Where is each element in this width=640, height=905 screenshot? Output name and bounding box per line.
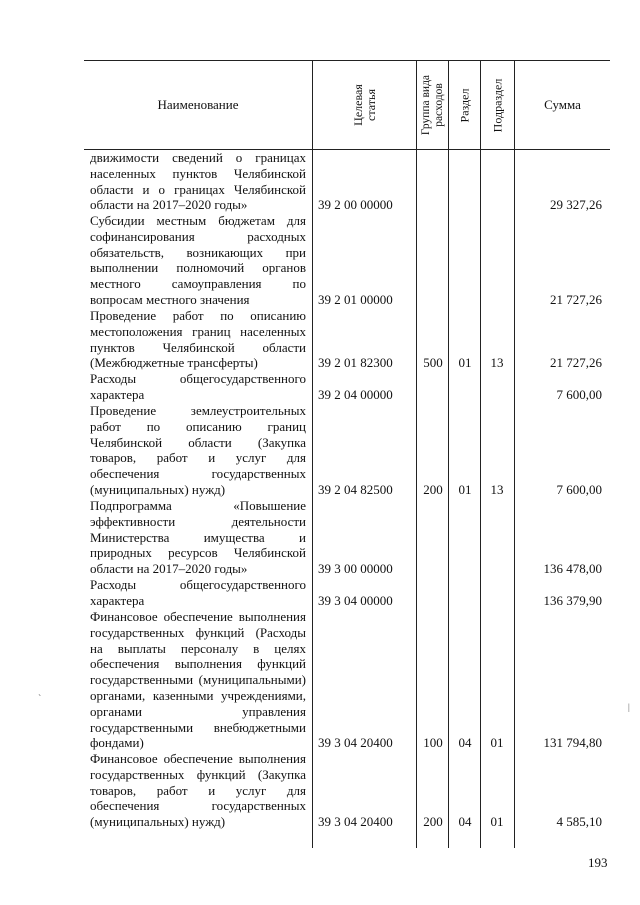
row-sum: 7 600,00 bbox=[556, 482, 602, 497]
row-subsection: 13 bbox=[490, 482, 504, 497]
row-name: Проведение работ по описанию местоположения границ населенных пунктов Челябинской области (Межбюджетные трансферты) bbox=[90, 308, 306, 371]
scan-edge-mark: | bbox=[628, 702, 629, 712]
row-target-code: 39 2 00 00000 bbox=[318, 197, 393, 212]
row-subsection: 01 bbox=[490, 814, 504, 829]
row-name: Финансовое обеспечение выполнения государственных функций (Расходы на выплаты персоналу в целях обеспечения выполнения функций государственными (муниципальными) органами, казенными учреждениями, органами управления государственными внебюджетными фондами) bbox=[90, 609, 306, 751]
row-section: 01 bbox=[458, 355, 472, 370]
row-sum: 7 600,00 bbox=[556, 387, 602, 402]
header-target bbox=[313, 61, 416, 149]
row-sum: 4 585,10 bbox=[556, 814, 602, 829]
table-header bbox=[84, 60, 610, 150]
row-sum: 21 727,26 bbox=[550, 355, 602, 370]
row-sum: 131 794,80 bbox=[543, 735, 602, 750]
row-section: 01 bbox=[458, 482, 472, 497]
row-sum: 21 727,26 bbox=[550, 292, 602, 307]
header-name-label: Наименование bbox=[157, 97, 239, 112]
header-target-label: Целевая статья bbox=[350, 84, 378, 126]
row-group: 200 bbox=[423, 482, 443, 497]
header-section bbox=[449, 61, 480, 149]
row-target-code: 39 2 04 00000 bbox=[318, 387, 393, 402]
header-sum-label: Сумма bbox=[544, 97, 581, 112]
row-section: 04 bbox=[458, 814, 472, 829]
header-subsection bbox=[481, 61, 514, 149]
header-name bbox=[84, 61, 312, 149]
header-sum bbox=[515, 61, 610, 149]
row-target-code: 39 3 04 00000 bbox=[318, 593, 393, 608]
header-subsection-label: Подраздел bbox=[490, 78, 505, 132]
row-target-code: 39 3 00 00000 bbox=[318, 561, 393, 576]
header-group-label: Группа вида расходов bbox=[419, 74, 445, 136]
row-name: Расходы общегосударственного характера bbox=[90, 371, 306, 402]
row-name: Подпрограмма «Повышение эффективности деятельности Министерства имущества и природных ресурсов Челябинской области на 2017–2020 годы» bbox=[90, 498, 306, 577]
row-sum: 136 478,00 bbox=[543, 561, 602, 576]
row-group: 200 bbox=[423, 814, 443, 829]
row-name: Субсидии местным бюджетам для софинансирования расходных обязательств, возникающих при выполнении полномочий органов местного самоуправления по вопросам местного значения bbox=[90, 213, 306, 307]
row-target-code: 39 3 04 20400 bbox=[318, 814, 393, 829]
row-target-code: 39 2 01 82300 bbox=[318, 355, 393, 370]
row-name: Расходы общегосударственного характера bbox=[90, 577, 306, 608]
scan-speck: ` bbox=[38, 694, 42, 705]
row-name: Финансовое обеспечение выполнения государственных функций (Закупка товаров, работ и услуг для обеспечения государственных (муниципальных) нужд) bbox=[90, 751, 306, 830]
row-subsection: 01 bbox=[490, 735, 504, 750]
row-group: 500 bbox=[423, 355, 443, 370]
page-number: 193 bbox=[588, 855, 608, 870]
row-sum: 29 327,26 bbox=[550, 197, 602, 212]
row-sum: 136 379,90 bbox=[543, 593, 602, 608]
table-body bbox=[84, 148, 610, 848]
row-subsection: 13 bbox=[490, 355, 504, 370]
row-target-code: 39 2 01 00000 bbox=[318, 292, 393, 307]
row-group: 100 bbox=[423, 735, 443, 750]
row-name: Проведение землеустроительных работ по описанию границ Челябинской области (Закупка товаров, работ и услуг для обеспечения государственных (муниципальных) нужд) bbox=[90, 403, 306, 497]
header-section-label: Раздел bbox=[457, 88, 472, 122]
row-target-code: 39 3 04 20400 bbox=[318, 735, 393, 750]
row-target-code: 39 2 04 82500 bbox=[318, 482, 393, 497]
budget-table bbox=[84, 60, 610, 848]
row-name: движимости сведений о границах населенных пунктов Челябинской области и о границах Челябинской области на 2017–2020 годы» bbox=[90, 150, 306, 213]
row-section: 04 bbox=[458, 735, 472, 750]
header-group bbox=[417, 61, 448, 149]
